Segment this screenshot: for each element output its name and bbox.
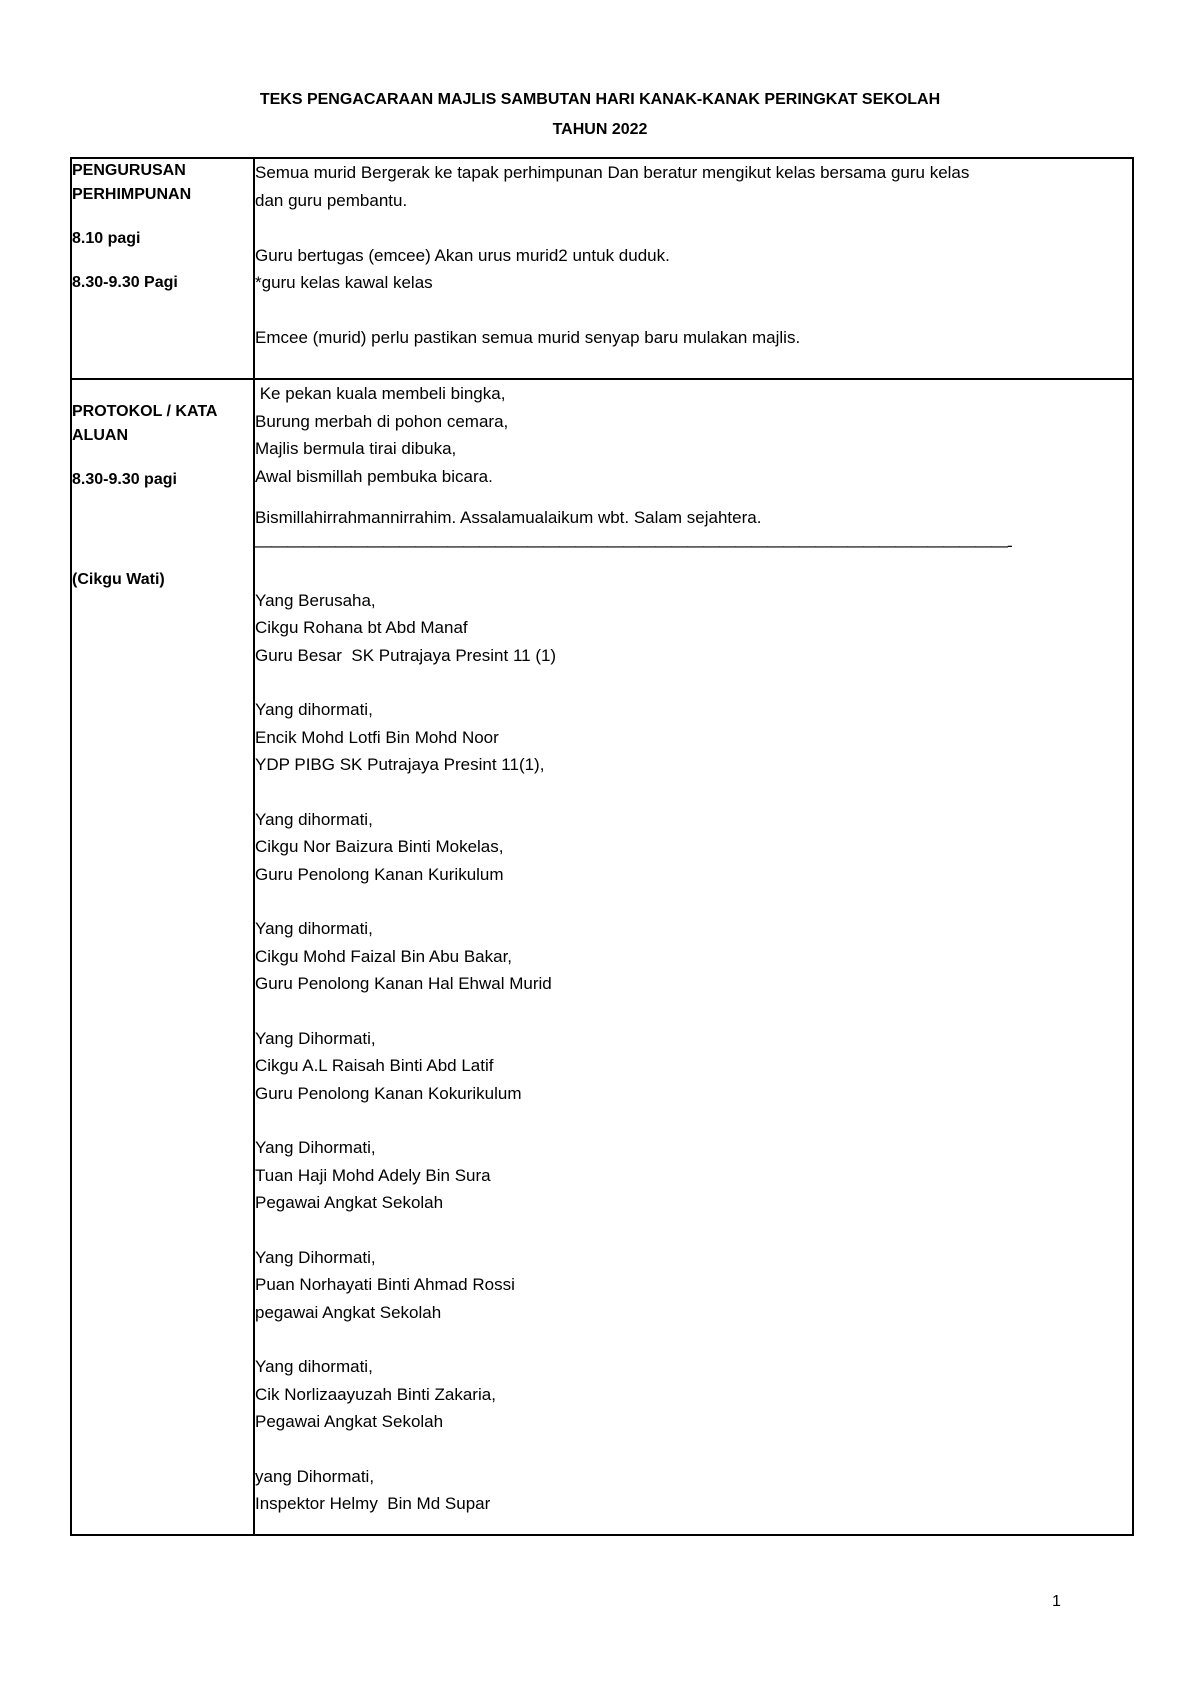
pantun-line: Majlis bermula tirai dibuka, <box>255 439 457 458</box>
protocol-name: Cikgu Rohana bt Abd Manaf <box>255 618 468 637</box>
protocol-name: Tuan Haji Mohd Adely Bin Sura <box>255 1165 491 1185</box>
protocol-name: Cikgu Mohd Faizal Bin Abu Bakar, <box>255 946 513 966</box>
greeting-line: Bismillahirrahmannirrahim. Assalamualaikum wbt. Salam sejahtera. <box>255 508 762 527</box>
protocol-name: Cikgu Nor Baizura Binti Mokelas, <box>255 837 504 856</box>
section-heading-line-1: PENGURUSAN <box>72 162 186 179</box>
protocol-name: Puan Norhayati Binti Ahmad Rossi <box>255 1275 515 1294</box>
section-content-cell <box>254 158 1133 379</box>
protocol-name: Inspektor Helmy Bin Md Supar <box>255 1494 491 1513</box>
document-title-line-2: TAHUN 2022 <box>552 121 648 138</box>
protocol-entry <box>255 1025 1132 1108</box>
content-line: Guru bertugas (emcee) Akan urus murid2 untuk duduk. <box>255 245 670 265</box>
pantun-line: Burung merbah di pohon cemara, <box>255 411 509 431</box>
section-heading-line-2: PERHIMPUNAN <box>72 186 192 203</box>
section-time: 8.10 pagi <box>72 230 141 247</box>
table-row-pengurusan <box>71 158 1133 379</box>
protocol-salutation: Yang dihormati, <box>255 809 373 829</box>
protocol-entry <box>255 1244 1132 1327</box>
separator-line: ———————————————————————————————————————————————- <box>255 535 1012 555</box>
protocol-salutation: Yang dihormati, <box>255 700 373 719</box>
protocol-entry <box>255 1134 1132 1217</box>
protocol-entry <box>255 806 1132 889</box>
protocol-position: Pegawai Angkat Sekolah <box>255 1412 444 1431</box>
protocol-position: Guru Penolong Kanan Kokurikulum <box>255 1083 522 1103</box>
section-time: 8.30-9.30 Pagi <box>72 274 178 291</box>
content-line: Semua murid Bergerak ke tapak perhimpunan Dan beratur mengikut kelas bersama guru kelas <box>255 163 970 182</box>
protocol-position: Guru Penolong Kanan Kurikulum <box>255 864 504 884</box>
protocol-name: Cikgu A.L Raisah Binti Abd Latif <box>255 1056 494 1075</box>
protocol-entry <box>255 1463 1132 1518</box>
protocol-salutation: Yang dihormati, <box>255 919 373 938</box>
section-heading-line-1: PROTOKOL / KATA <box>72 403 218 420</box>
protocol-position: Guru Penolong Kanan Hal Ehwal Murid <box>255 974 552 993</box>
content-line: *guru kelas kawal kelas <box>255 273 433 292</box>
section-heading-line-2: ALUAN <box>72 427 128 444</box>
protocol-entry <box>255 1353 1132 1436</box>
section-time: 8.30-9.30 pagi <box>72 471 177 488</box>
protocol-entry <box>255 696 1132 779</box>
protocol-salutation: Yang Dihormati, <box>255 1138 376 1157</box>
section-label-cell <box>71 379 254 1535</box>
pantun-line: Awal bismillah pembuka bicara. <box>255 466 493 486</box>
content-line: Emcee (murid) perlu pastikan semua murid senyap baru mulakan majlis. <box>255 328 801 347</box>
protocol-entry <box>255 915 1132 998</box>
program-table <box>70 157 1134 1536</box>
protocol-salutation: yang Dihormati, <box>255 1466 375 1486</box>
protocol-entry <box>255 587 1132 670</box>
document-title-line-1: TEKS PENGACARAAN MAJLIS SAMBUTAN HARI KANAK-KANAK PERINGKAT SEKOLAH <box>259 91 941 108</box>
section-content-cell <box>254 379 1133 1535</box>
protocol-name: Cik Norlizaayuzah Binti Zakaria, <box>255 1384 496 1404</box>
protocol-position: Guru Besar SK Putrajaya Presint 11 (1) <box>255 645 557 665</box>
protocol-salutation: Yang Dihormati, <box>255 1028 376 1048</box>
protocol-position: Pegawai Angkat Sekolah <box>255 1193 444 1212</box>
protocol-position: pegawai Angkat Sekolah <box>255 1302 442 1322</box>
protocol-position: YDP PIBG SK Putrajaya Presint 11(1), <box>255 755 545 774</box>
content-line: dan guru pembantu. <box>255 190 408 210</box>
section-label-cell <box>71 158 254 379</box>
pantun-line: Ke pekan kuala membeli bingka, <box>255 384 506 403</box>
document-title <box>0 85 1200 145</box>
protocol-salutation: Yang dihormati, <box>255 1357 373 1376</box>
table-row-protokol <box>71 379 1133 1535</box>
protocol-salutation: Yang Berusaha, <box>255 590 376 610</box>
page-number: 1 <box>1052 1593 1061 1610</box>
protocol-salutation: Yang Dihormati, <box>255 1247 376 1267</box>
speaker-name: (Cikgu Wati) <box>72 571 165 588</box>
protocol-name: Encik Mohd Lotfi Bin Mohd Noor <box>255 727 499 747</box>
